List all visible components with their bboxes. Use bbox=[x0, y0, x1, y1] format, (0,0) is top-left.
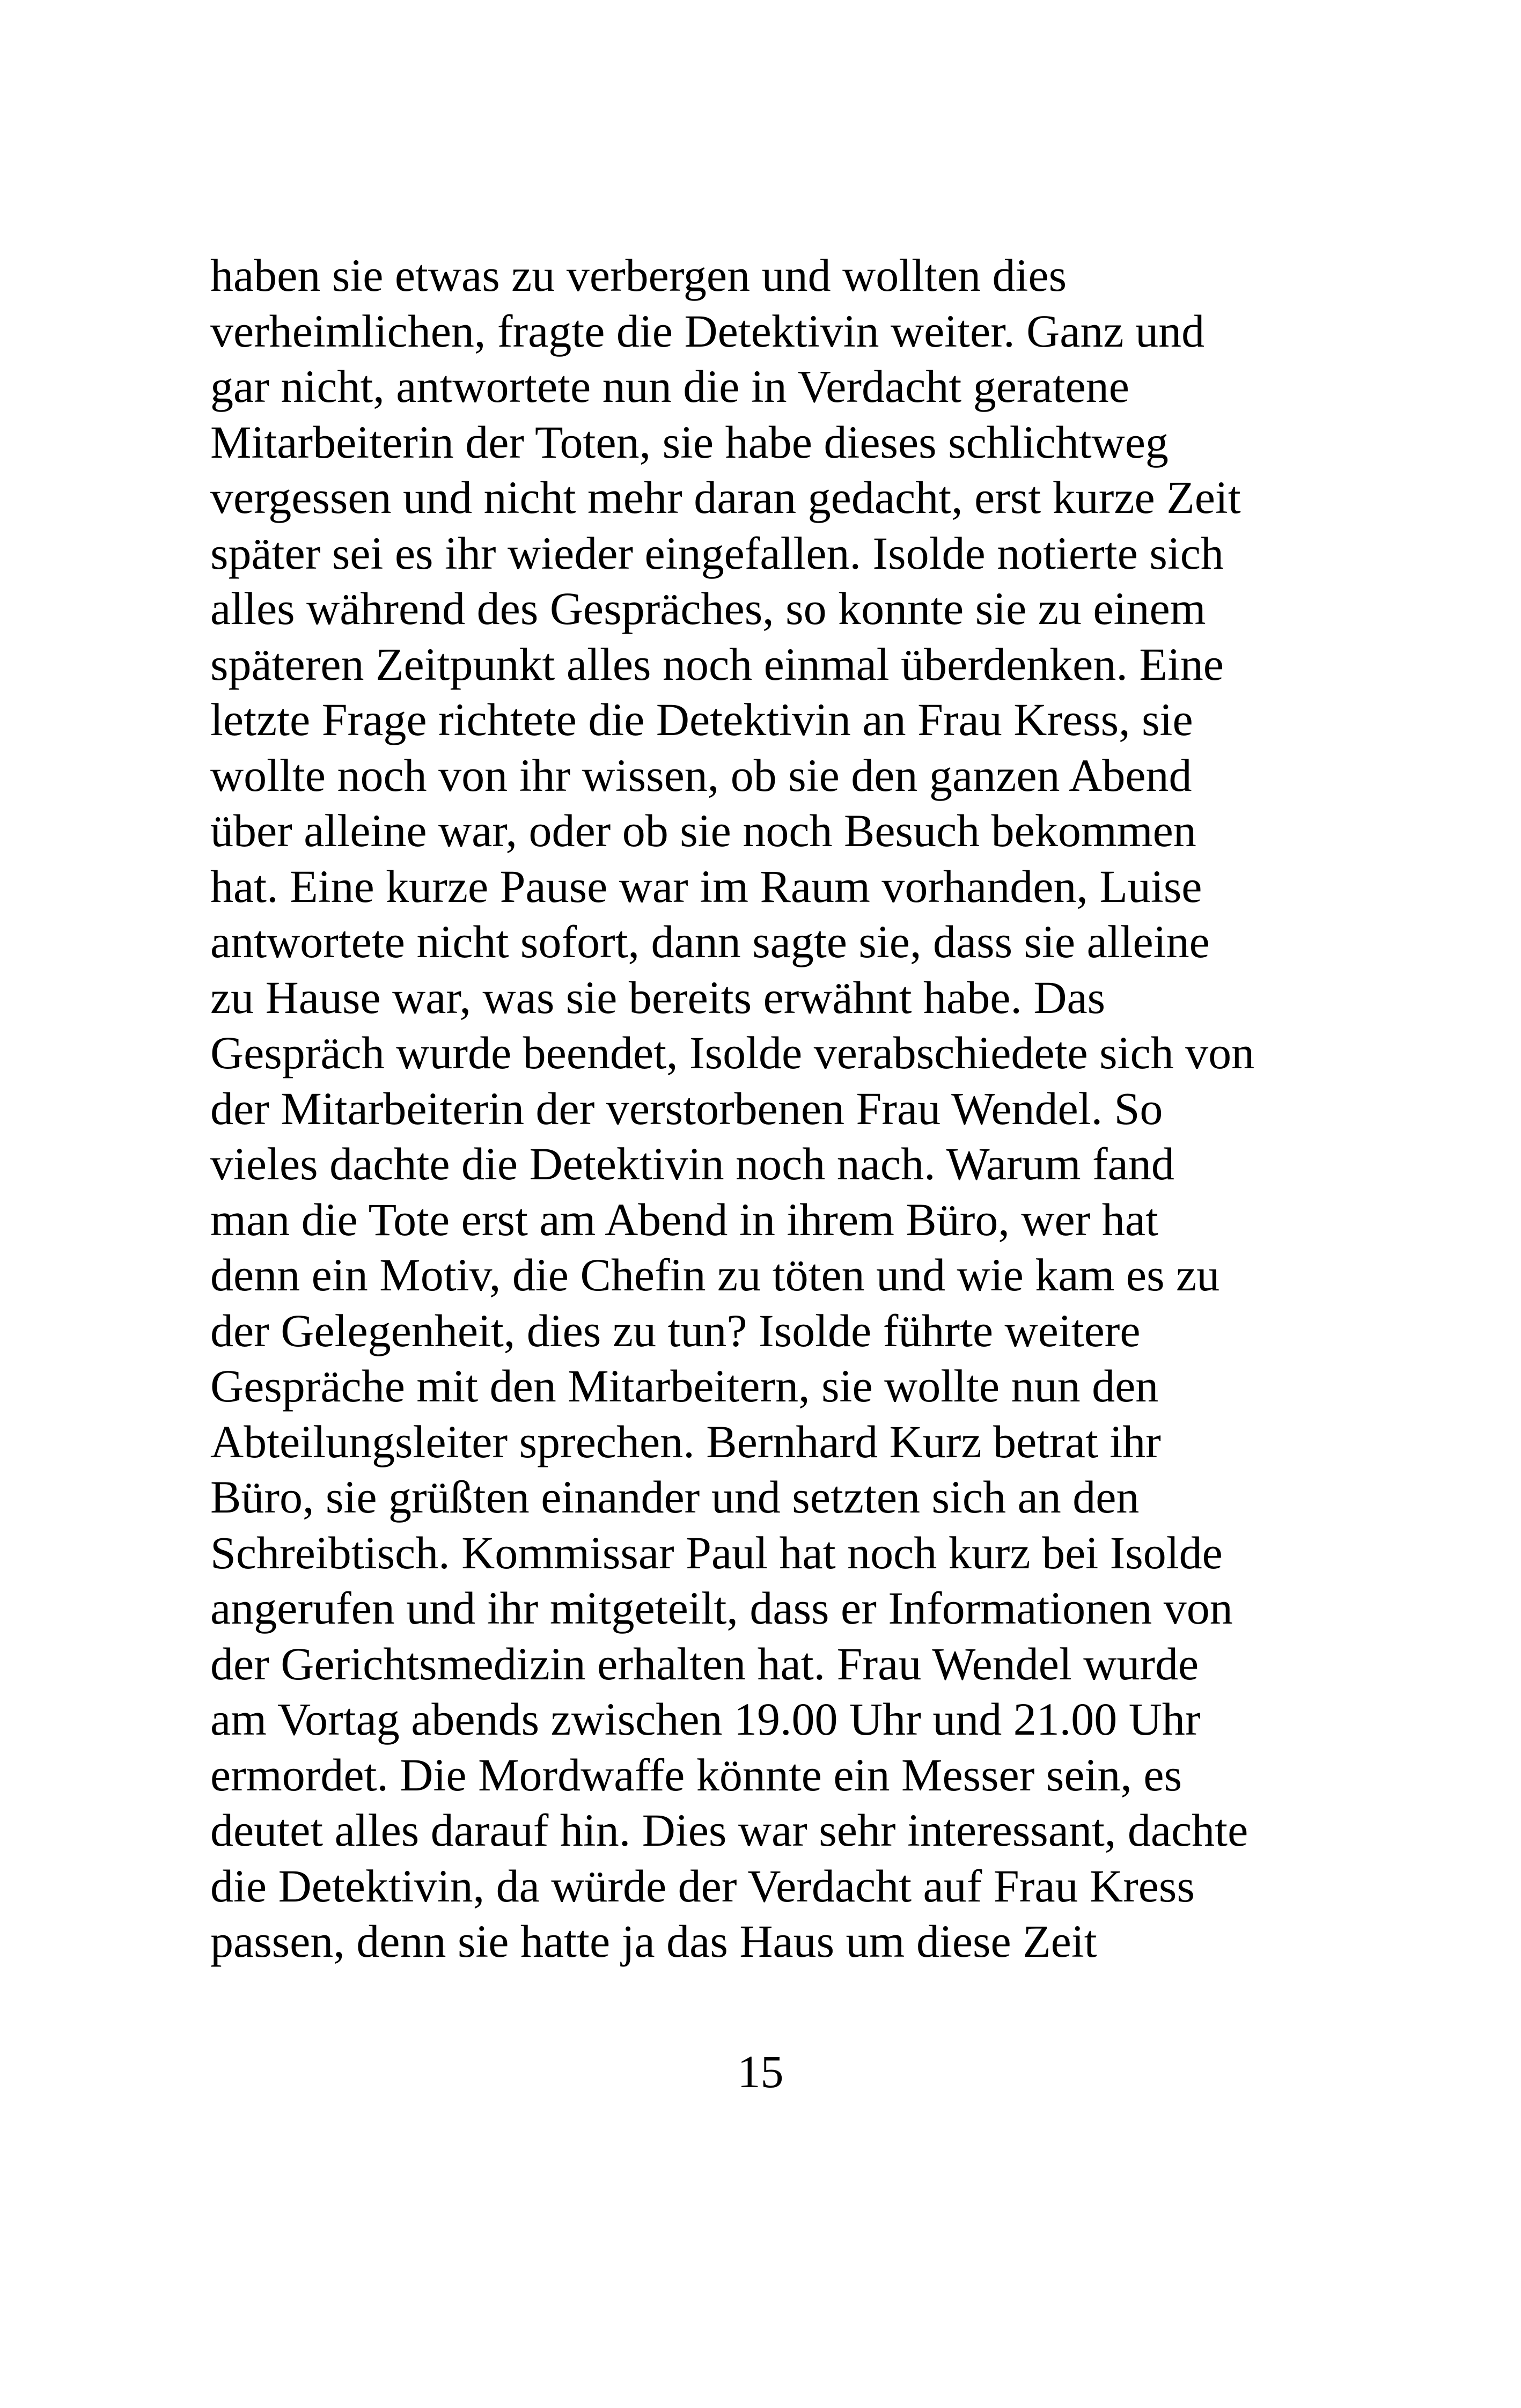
text-line: der Mitarbeiterin der verstorbenen Frau Wendel. So bbox=[210, 1082, 1163, 1134]
text-line: Schreibtisch. Kommissar Paul hat noch kurz bei Isolde bbox=[210, 1526, 1223, 1579]
text-line: hat. Eine kurze Pause war im Raum vorhanden, Luise bbox=[210, 860, 1202, 912]
text-line: am Vortag abends zwischen 19.00 Uhr und 21.00 Uhr bbox=[210, 1693, 1201, 1745]
text-line: Büro, sie grüßten einander und setzten sich an den bbox=[210, 1471, 1140, 1523]
text-line: vergessen und nicht mehr daran gedacht, erst kurze Zeit bbox=[210, 472, 1241, 523]
text-line: denn ein Motiv, die Chefin zu töten und wie kam es zu bbox=[210, 1249, 1220, 1301]
text-line: deutet alles darauf hin. Dies war sehr interessant, dachte bbox=[210, 1804, 1248, 1856]
text-line: ermordet. Die Mordwaffe könnte ein Messer sein, es bbox=[210, 1749, 1182, 1801]
text-line: der Gerichtsmedizin erhalten hat. Frau Wendel wurde bbox=[210, 1638, 1199, 1690]
text-line: vieles dachte die Detektivin noch nach. Warum fand bbox=[210, 1138, 1174, 1190]
text-line: haben sie etwas zu verbergen und wollten dies bbox=[210, 249, 1067, 301]
text-line: Gespräch wurde beendet, Isolde verabschiedete sich von bbox=[210, 1027, 1255, 1078]
text-line: Mitarbeiterin der Toten, sie habe dieses schlichtweg bbox=[210, 416, 1169, 468]
text-line: alles während des Gespräches, so konnte sie zu einem bbox=[210, 583, 1206, 634]
text-line: antwortete nicht sofort, dann sagte sie, dass sie alleine bbox=[210, 916, 1210, 967]
text-line: späteren Zeitpunkt alles noch einmal überdenken. Eine bbox=[210, 638, 1224, 690]
text-line: Abteilungsleiter sprechen. Bernhard Kurz betrat ihr bbox=[210, 1415, 1161, 1467]
text-line: später sei es ihr wieder eingefallen. Isolde notierte sich bbox=[210, 527, 1224, 579]
text-line: über alleine war, oder ob sie noch Besuch bekommen bbox=[210, 805, 1196, 856]
text-line: wollte noch von ihr wissen, ob sie den ganzen Abend bbox=[210, 749, 1192, 801]
text-line: passen, denn sie hatte ja das Haus um diese Zeit bbox=[210, 1915, 1097, 1967]
text-line: die Detektivin, da würde der Verdacht auf Frau Kress bbox=[210, 1860, 1195, 1912]
text-line: angerufen und ihr mitgeteilt, dass er Informationen von bbox=[210, 1582, 1233, 1634]
text-line: Gespräche mit den Mitarbeitern, sie wollte nun den bbox=[210, 1360, 1159, 1412]
text-line: letzte Frage richtete die Detektivin an Frau Kress, sie bbox=[210, 694, 1193, 745]
text-line: man die Tote erst am Abend in ihrem Büro, wer hat bbox=[210, 1193, 1158, 1245]
text-line: der Gelegenheit, dies zu tun? Isolde führte weitere bbox=[210, 1304, 1141, 1356]
text-line: gar nicht, antwortete nun die in Verdacht geratene bbox=[210, 361, 1129, 412]
text-line: zu Hause war, was sie bereits erwähnt habe. Das bbox=[210, 971, 1106, 1023]
body-text bbox=[210, 248, 1326, 1970]
page-number: 15 bbox=[737, 2046, 784, 2097]
text-line: verheimlichen, fragte die Detektivin weiter. Ganz und bbox=[210, 305, 1205, 357]
